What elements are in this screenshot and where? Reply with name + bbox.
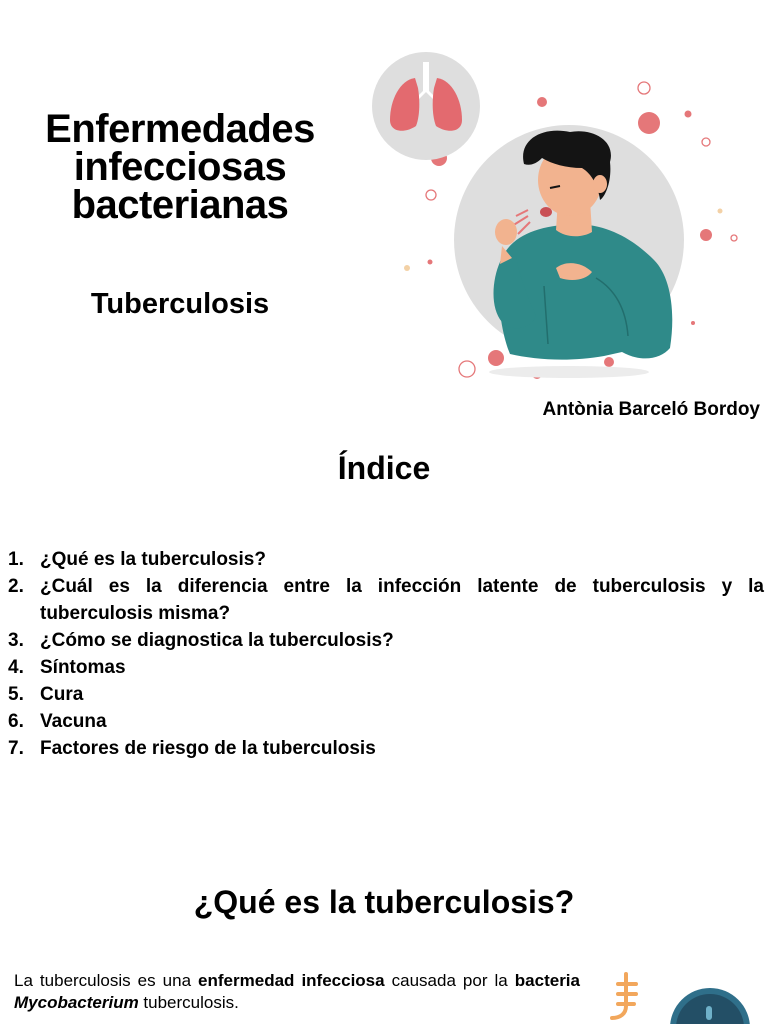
index-heading: Índice (337, 450, 431, 486)
paragraph: La tuberculosis es una enfermedad infecciosa causada por la bacteria Mycobacterium tuberculosis. (14, 971, 580, 1012)
coughing-person-illustration (360, 40, 768, 400)
cover-title (10, 107, 350, 227)
list-item: 2. ¿Cuál es la diferencia entre la infección latente de tuberculosis y la tuberculosis misma? (8, 576, 764, 624)
list-item: 6. Vacuna (8, 711, 107, 732)
list-item: 7. Factores de riesgo de la tuberculosis (8, 738, 376, 759)
list-item: 3. ¿Cómo se diagnostica la tuberculosis? (8, 630, 394, 651)
section-heading: ¿Qué es la tuberculosis? (193, 884, 575, 920)
cover-subtitle: Tuberculosis (90, 288, 270, 320)
author-name: Antònia Barceló Bordoy (542, 399, 760, 420)
list-item: 5. Cura (8, 684, 84, 705)
list-item: 4. Síntomas (8, 657, 126, 678)
title-line-1: Enfermedades (45, 107, 315, 151)
list-item: 1. ¿Qué es la tuberculosis? (8, 549, 266, 570)
title-line-2: infecciosas (73, 145, 287, 189)
index-list (8, 546, 764, 762)
spine-icon (600, 966, 768, 1024)
lungs-icon (372, 52, 480, 160)
title-line-3: bacterianas (71, 183, 289, 227)
